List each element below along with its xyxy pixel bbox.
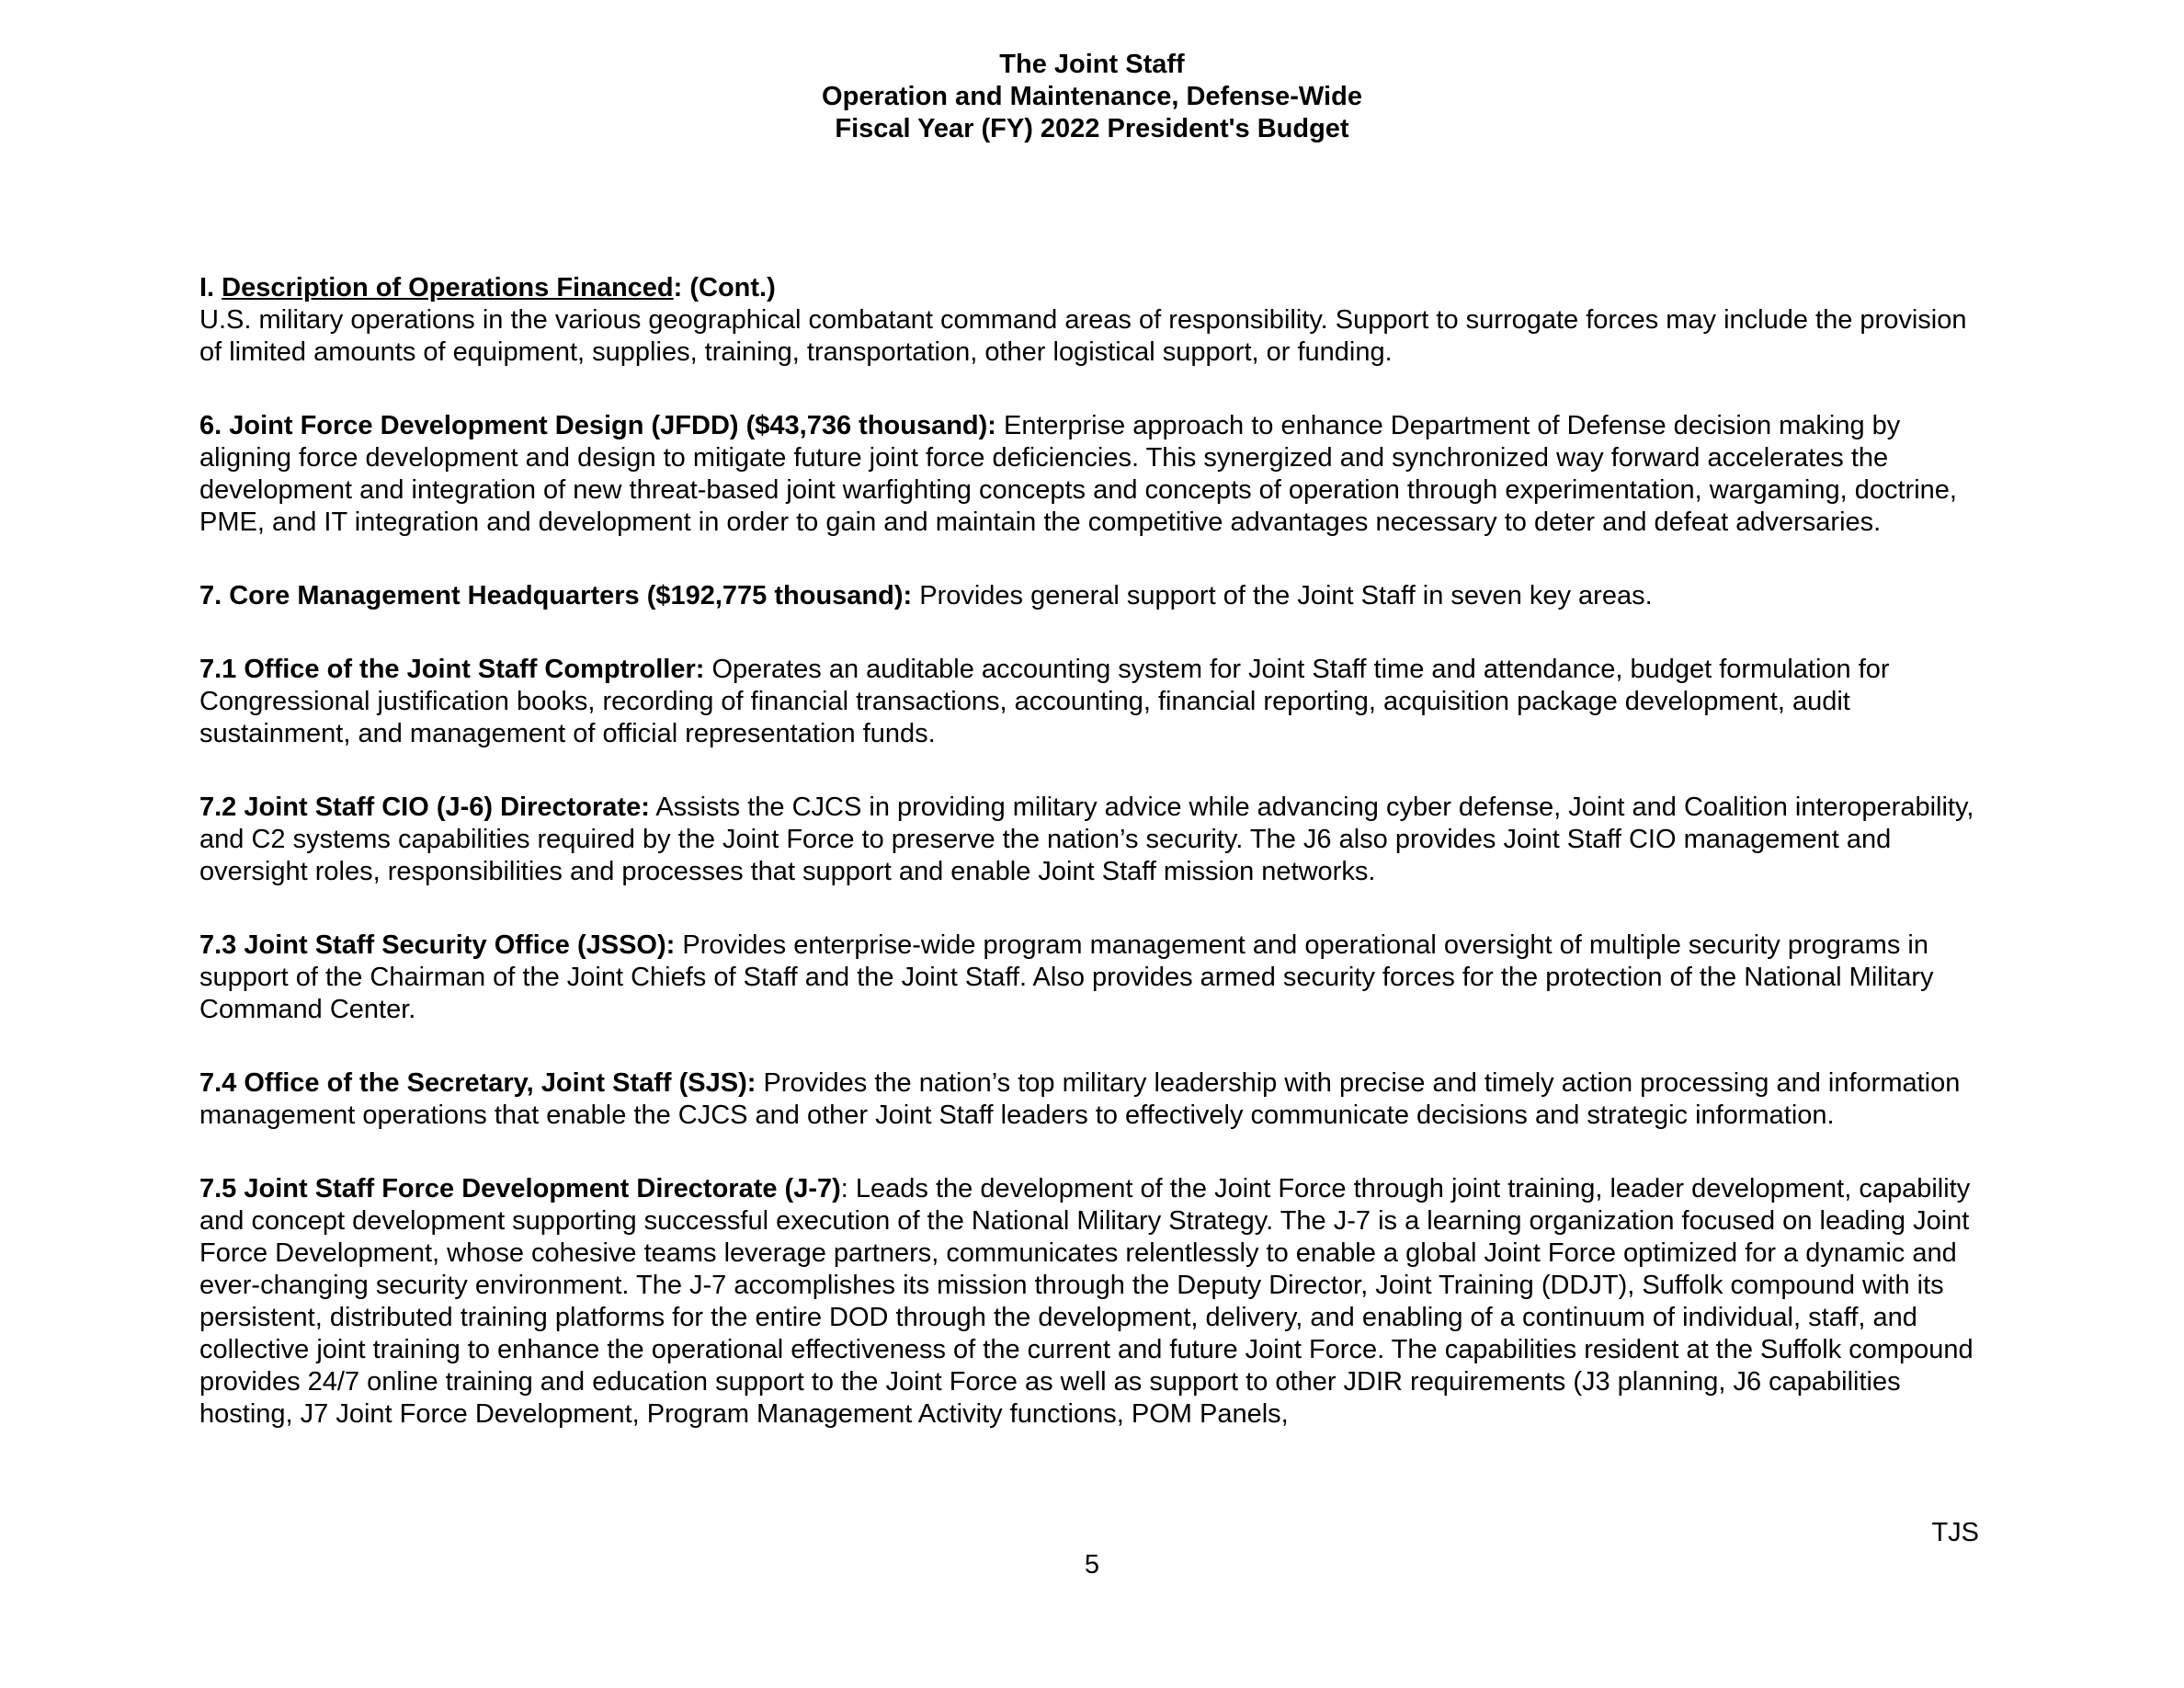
section-title: Description of Operations Financed bbox=[222, 273, 674, 302]
footer-org-tag: TJS bbox=[1931, 1518, 1979, 1547]
item-text: Operates an auditable accounting system for Joint Staff time and attendance, budget formulation for Congressional justification books, recording of financial transactions, accounting, financial reporting, acquisition package development, audit sustainment, and management of official representation funds. bbox=[199, 655, 1890, 748]
item-text: Provides the nation’s top military leadership with precise and timely action processing and information management operations that enable the CJCS and other Joint Staff leaders to effectively communicate decisions and strategic information. bbox=[199, 1068, 1961, 1130]
item-text: Assists the CJCS in providing military advice while advancing cyber defense, Joint and Coalition interoperability, and C2 systems capabilities required by the Joint Force to preserve the nation’s security. The J6 also provides Joint Staff CIO management and oversight roles, responsibilities and processes that support and enable Joint Staff mission networks. bbox=[199, 793, 1974, 886]
item-jsso bbox=[199, 930, 1992, 1026]
item-heading: 6. Joint Force Development Design (JFDD) ($43,736 thousand): bbox=[199, 411, 996, 440]
document-body bbox=[199, 272, 1992, 1472]
item-heading: 7.5 Joint Staff Force Development Directorate (J-7) bbox=[199, 1174, 841, 1203]
item-jfdd bbox=[199, 410, 1992, 539]
section-suffix: : (Cont.) bbox=[673, 273, 776, 302]
item-comptroller bbox=[199, 654, 1992, 750]
section-prefix: I. bbox=[199, 273, 222, 302]
header-appropriation: Operation and Maintenance, Defense-Wide bbox=[822, 82, 1362, 111]
header-organization: The Joint Staff bbox=[999, 50, 1185, 79]
header-budget-year: Fiscal Year (FY) 2022 President's Budget bbox=[835, 114, 1349, 143]
item-core-management-hq bbox=[199, 580, 1992, 612]
item-sjs bbox=[199, 1067, 1992, 1132]
item-heading: 7. Core Management Headquarters ($192,775 thousand): bbox=[199, 581, 913, 610]
section-continuation-text: U.S. military operations in the various geographical combatant command areas of responsibility. Support to surrogate forces may include the provision of limited amounts of equipment, supplies, training, transportation, other logistical support, or funding. bbox=[199, 305, 1967, 367]
item-j7 bbox=[199, 1173, 1992, 1431]
document-header bbox=[0, 49, 2184, 145]
section-intro bbox=[199, 272, 1992, 369]
page-number: 5 bbox=[1084, 1550, 1100, 1580]
item-text: Provides enterprise-wide program management and operational oversight of multiple security programs in support of the Chairman of the Joint Chiefs of Staff and the Joint Staff. Also provides armed security forces for the protection of the National Military Command Center. bbox=[199, 930, 1934, 1024]
item-text: Enterprise approach to enhance Department of Defense decision making by aligning force development and design to mitigate future joint force deficiencies. This synergized and synchronized way forward accelerates the development and integration of new threat-based joint warfighting concepts and concepts of operation through experimentation, wargaming, doctrine, PME, and IT integration and development in order to gain and maintain the competitive advantages necessary to deter and defeat adversaries. bbox=[199, 411, 1957, 537]
item-cio-j6 bbox=[199, 792, 1992, 888]
item-heading: 7.4 Office of the Secretary, Joint Staff (SJS): bbox=[199, 1068, 756, 1098]
item-text: Provides general support of the Joint Staff in seven key areas. bbox=[912, 581, 1653, 610]
item-heading: 7.3 Joint Staff Security Office (JSSO): bbox=[199, 930, 676, 960]
item-text: : Leads the development of the Joint Force through joint training, leader development, capability and concept development supporting successful execution of the National Military Strategy. The J-7 is a learning organization focused on leading Joint Force Development, whose cohesive teams leverage partners, communicates relentlessly to enable a global Joint Force optimized for a dynamic and ever-changing security environment. The J-7 accomplishes its mission through the Deputy Director, Joint Training (DDJT), Suffolk compound with its persistent, distributed training platforms for the entire DOD through the development, delivery, and enabling of a continuum of individual, staff, and collective joint training to enhance the operational effectiveness of the current and future Joint Force. The capabilities resident at the Suffolk compound provides 24/7 online training and education support to the Joint Force as well as support to other JDIR requirements (J3 planning, J6 capabilities hosting, J7 Joint Force Development, Program Management Activity functions, POM Panels, bbox=[199, 1174, 1974, 1429]
item-heading: 7.2 Joint Staff CIO (J-6) Directorate: bbox=[199, 793, 650, 822]
section-heading bbox=[199, 273, 776, 302]
item-heading: 7.1 Office of the Joint Staff Comptroller: bbox=[199, 655, 705, 684]
